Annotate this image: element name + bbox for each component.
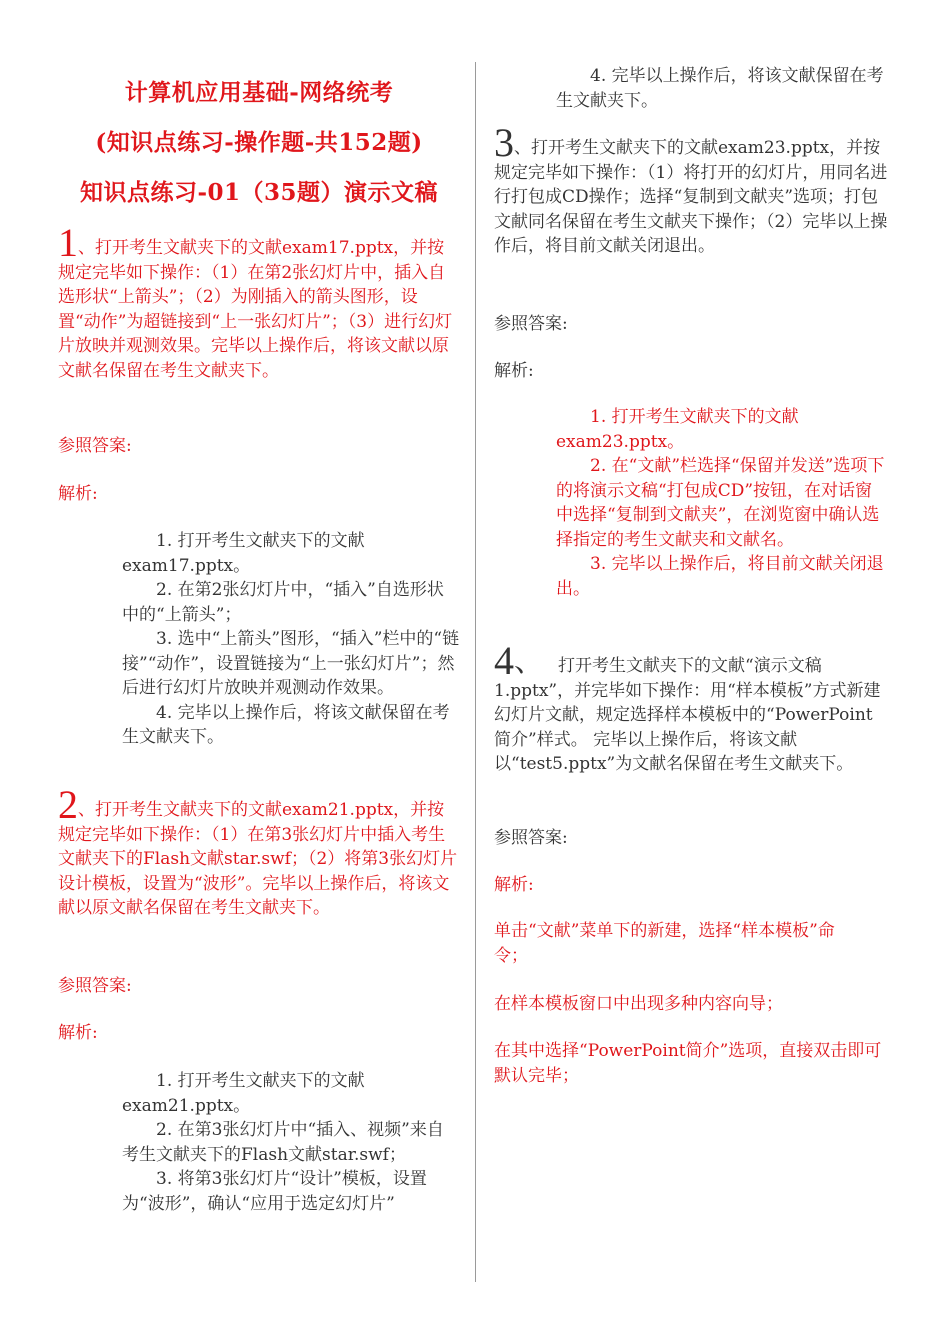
analysis-label: 解析:	[494, 361, 534, 381]
question-number: 1	[58, 220, 78, 265]
step-item: 3. 完毕以上操作后，将目前文献关闭退出。	[556, 554, 884, 599]
step-item: 2. 在第2张幻灯片中，“插入”自选形状中的“上箭头”；	[122, 580, 444, 625]
question-2	[58, 782, 460, 921]
q4-line: 在样本模板窗口中出现多种内容向导；	[494, 994, 783, 1014]
q4-line: 单击“文献”菜单下的新建，选择“样本模板”命令；	[494, 921, 835, 966]
step-item: 4. 完毕以上操作后，将该文献保留在考生文献夹下。	[122, 702, 450, 747]
question-separator: 、	[514, 644, 544, 679]
question-text: 打开考生文献夹下的文献“演示文稿1.pptx”，并完毕如下操作：用“样本模板”方式新建幻灯片文献，规定选择样本模板中的“PowerPoint简介”样式。 完毕以上操作后，将该文献以“test5.pptx”为文献名保留在考生文献夹下。	[494, 656, 881, 774]
section-title: 知识点练习-01（35题）演示文稿	[79, 179, 439, 206]
answer-label: 参照答案:	[58, 436, 132, 456]
question-text: 、打开考生文献夹下的文献exam21.pptx，并按规定完毕如下操作：（1）在第3张幻灯片中插入考生文献夹下的Flash文献star.swf；（2）将第3张幻灯片设计模板，设置为“波形”。完毕以上操作后，将该文献以原文献名保留在考生文献夹下。	[58, 800, 458, 918]
column-divider	[475, 62, 476, 1282]
question-1	[58, 220, 460, 383]
answer-label: 参照答案:	[494, 314, 568, 334]
q2-steps	[122, 1069, 460, 1216]
step-item: 1. 打开考生文献夹下的文献exam17.pptx。	[122, 531, 365, 576]
analysis-label: 解析:	[58, 484, 98, 504]
step-item: 3. 将第3张幻灯片“设计”模板，设置为“波形”，确认“应用于选定幻灯片”	[122, 1169, 427, 1214]
analysis-label: 解析:	[58, 1023, 98, 1043]
step-item: 2. 在第3张幻灯片中“插入、视频”来自考生文献夹下的Flash文献star.swf；	[122, 1120, 444, 1165]
question-number: 2	[58, 782, 78, 827]
doc-title: 计算机应用基础-网络统考	[124, 79, 394, 106]
step-item: 1. 打开考生文献夹下的文献exam21.pptx。	[122, 1071, 365, 1116]
question-3	[494, 120, 890, 259]
doc-subtitle: (知识点练习-操作题-共152题)	[95, 129, 423, 156]
question-number: 3	[494, 120, 514, 165]
q4-line: 在其中选择“PowerPoint简介”选项，直接双击即可默认完毕；	[494, 1041, 882, 1086]
question-4	[494, 638, 884, 777]
step-item: 1. 打开考生文献夹下的文献exam23.pptx。	[556, 407, 799, 452]
q3-steps	[556, 405, 886, 601]
analysis-label: 解析:	[494, 875, 534, 895]
question-text: 、打开考生文献夹下的文献exam23.pptx，并按规定完毕如下操作：（1）将打开的幻灯片，用同名进行打包成CD操作；选择“复制到文献夹”选项；打包文献同名保留在考生文献夹下操作；（2）完毕以上操作后，将目前文献关闭退出。	[494, 138, 888, 256]
step-item: 3. 选中“上箭头”图形，“插入”栏中的“链接”“动作”，设置链接为“上一张幻灯片”；然后进行幻灯片放映并观测动作效果。	[122, 629, 460, 698]
question-number: 4	[494, 638, 514, 683]
question-text: 、打开考生文献夹下的文献exam17.pptx，并按规定完毕如下操作：（1）在第2张幻灯片中，插入自选形状“上箭头”；（2）为刚插入的箭头图形，设置“动作”为超链接到“上一张幻灯片”；（3）进行幻灯片放映并观测效果。完毕以上操作后，将该文献以原文献名保留在考生文献夹下。	[58, 238, 453, 381]
q1-steps	[122, 529, 460, 750]
step-item: 2. 在“文献”栏选择“保留并发送”选项下的将演示文稿“打包成CD”按钮，在对话窗中选择“复制到文献夹”，在浏览窗中确认选择指定的考生文献夹和文献名。	[556, 456, 885, 550]
step-item: 4. 完毕以上操作后，将该文献保留在考生文献夹下。	[556, 66, 884, 111]
q2-steps-continued	[556, 64, 890, 113]
answer-label: 参照答案:	[494, 828, 568, 848]
answer-label: 参照答案:	[58, 976, 132, 996]
